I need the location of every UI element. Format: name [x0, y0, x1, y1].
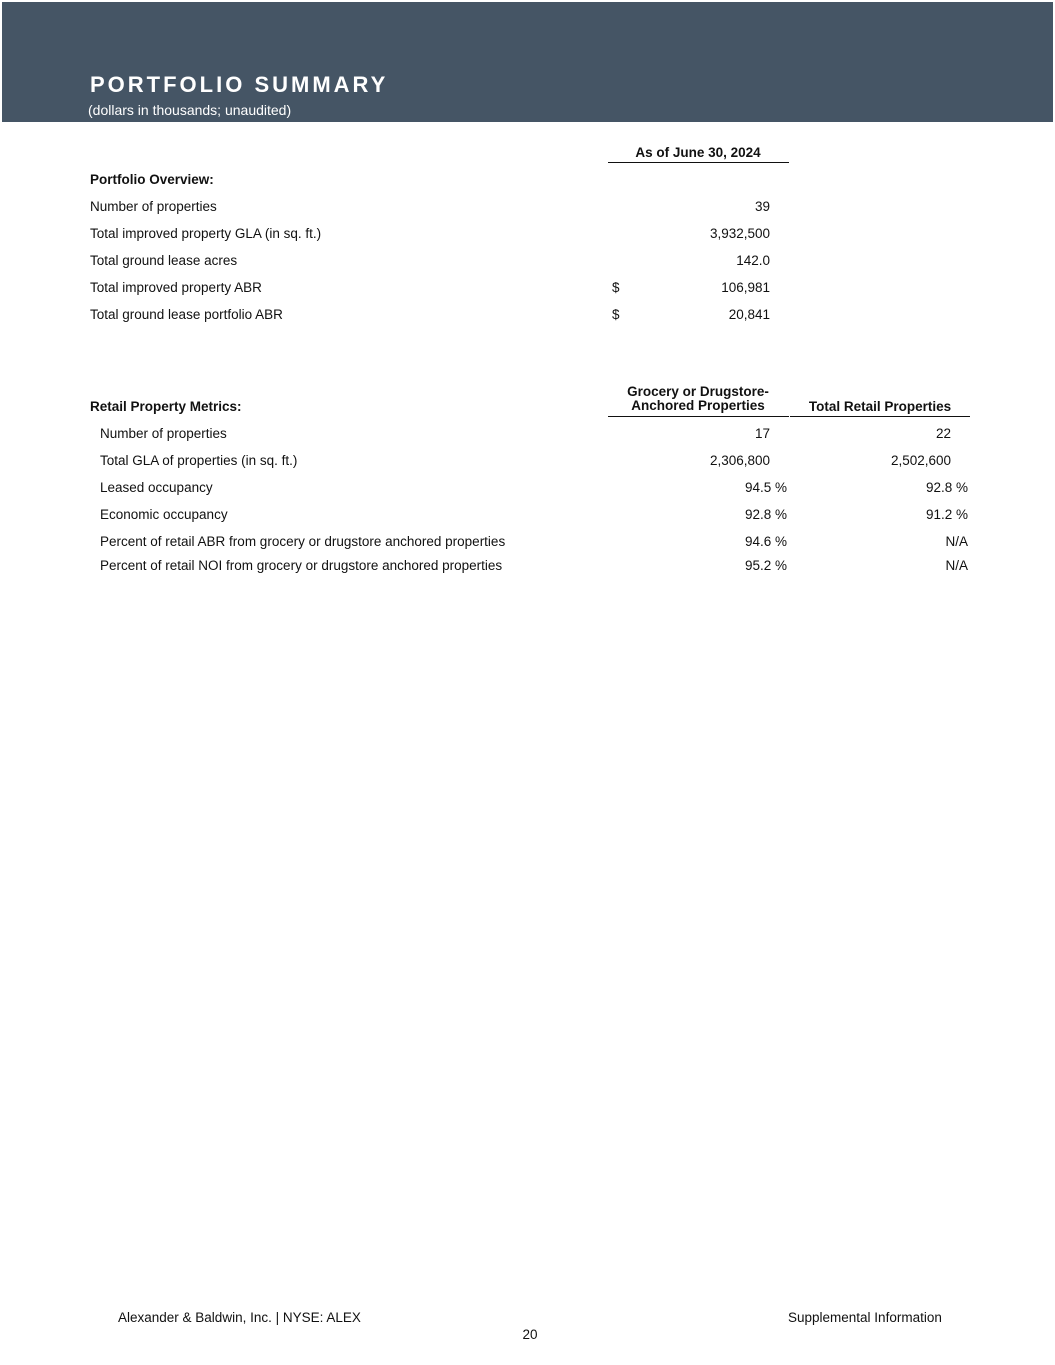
footer-supplemental: Supplemental Information	[788, 1310, 942, 1325]
retail-row-col2: N/A	[945, 558, 968, 573]
overview-column-header: As of June 30, 2024	[635, 145, 761, 160]
retail-row-col2: 22	[935, 426, 951, 441]
retail-row-label: Percent of retail ABR from grocery or drugstore anchored properties	[100, 534, 506, 549]
retail-col1-header-line1: Grocery or Drugstore-	[627, 384, 769, 399]
page-subtitle: (dollars in thousands; unaudited)	[88, 102, 292, 118]
retail-row-col2: 2,502,600	[890, 453, 951, 468]
retail-row-col1: 94.5 %	[744, 480, 787, 495]
retail-section-label: Retail Property Metrics:	[90, 399, 242, 414]
header-banner	[2, 2, 1053, 122]
overview-row-label: Total ground lease acres	[90, 253, 238, 268]
retail-col2-rule	[790, 416, 970, 417]
page-number: 20	[522, 1327, 538, 1342]
retail-col2-header: Total Retail Properties	[808, 399, 952, 414]
retail-row-label: Percent of retail NOI from grocery or drugstore anchored properties	[100, 558, 503, 573]
retail-row-col2: 92.8 %	[925, 480, 968, 495]
overview-row-currency: $	[612, 307, 620, 322]
overview-row-label: Total improved property ABR	[90, 280, 262, 295]
retail-row-label: Leased occupancy	[100, 480, 213, 495]
retail-row-col1: 95.2 %	[744, 558, 787, 573]
overview-row-value: 106,981	[721, 280, 770, 295]
retail-row-col2: N/A	[945, 534, 968, 549]
retail-row-col2: 91.2 %	[925, 507, 968, 522]
overview-section-label: Portfolio Overview:	[90, 172, 214, 187]
retail-col1-header	[608, 385, 788, 413]
overview-row-label: Total ground lease portfolio ABR	[90, 307, 283, 322]
retail-col1-rule	[608, 416, 789, 417]
overview-row-value: 142.0	[736, 253, 770, 268]
overview-row-value: 3,932,500	[709, 226, 770, 241]
retail-row-col1: 92.8 %	[744, 507, 787, 522]
retail-row-col1: 17	[754, 426, 770, 441]
retail-row-label: Economic occupancy	[100, 507, 228, 522]
page-title: PORTFOLIO SUMMARY	[90, 72, 389, 97]
retail-row-label: Number of properties	[100, 426, 227, 441]
retail-col1-header-line2: Anchored Properties	[631, 398, 765, 413]
overview-row-label: Total improved property GLA (in sq. ft.)	[90, 226, 322, 241]
footer-company: Alexander & Baldwin, Inc. | NYSE: ALEX	[118, 1310, 361, 1325]
overview-row-value: 20,841	[728, 307, 770, 322]
overview-row-label: Number of properties	[90, 199, 217, 214]
overview-header-rule	[608, 162, 789, 163]
overview-row-value: 39	[754, 199, 770, 214]
overview-row-currency: $	[612, 280, 620, 295]
retail-row-col1: 94.6 %	[744, 534, 787, 549]
retail-row-label: Total GLA of properties (in sq. ft.)	[100, 453, 298, 468]
retail-row-col1: 2,306,800	[709, 453, 770, 468]
